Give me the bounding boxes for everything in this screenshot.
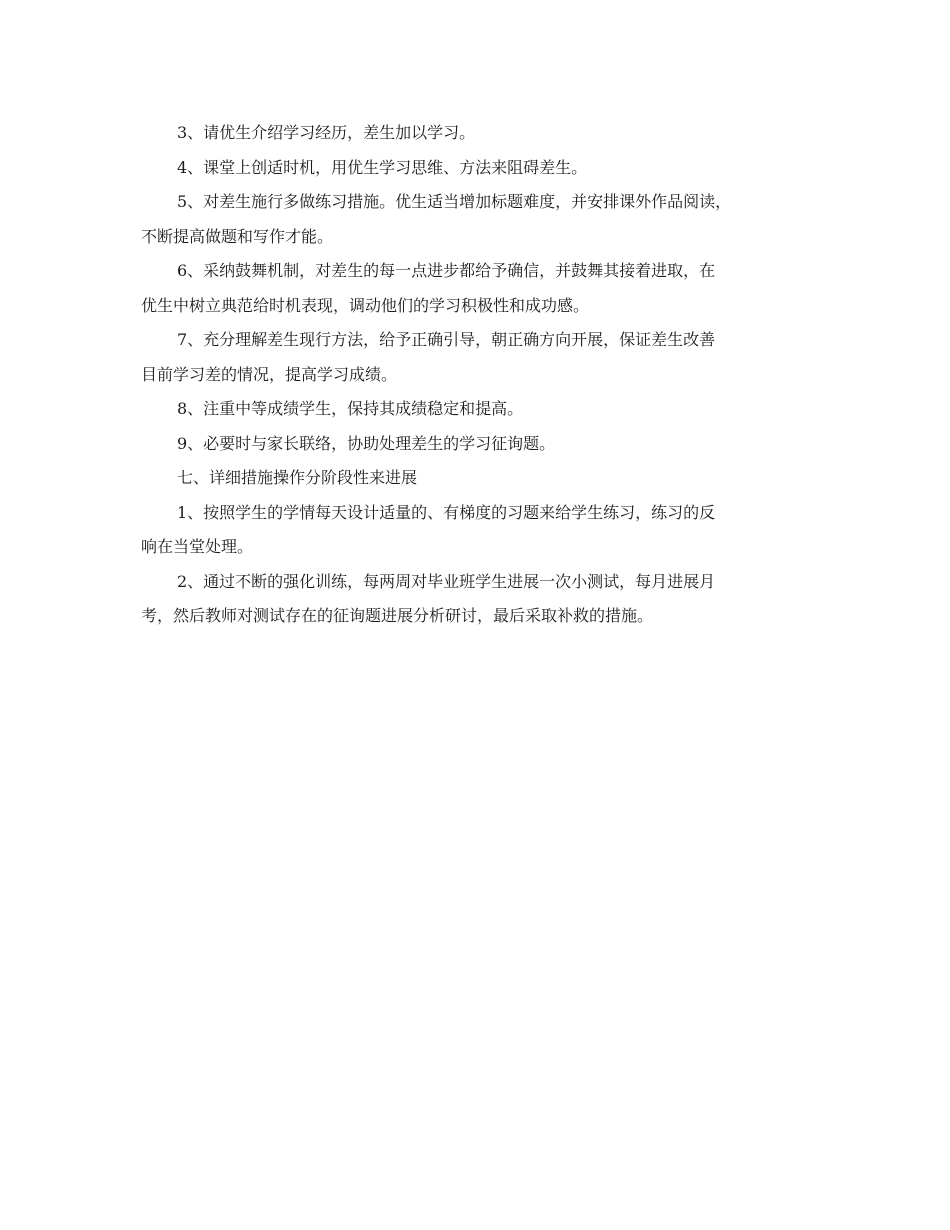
paragraph-line: 不断提高做题和写作才能。 bbox=[141, 226, 334, 246]
paragraph-6 bbox=[141, 254, 813, 323]
paragraph-8 bbox=[141, 392, 813, 427]
paragraph-line: 考，然后教师对测试存在的征询题进展分析研讨，最后采取补救的措施。 bbox=[141, 606, 654, 625]
paragraph-line: 2、通过不断的强化训练，每两周对毕业班学生进展一次小测试，每月进展月 bbox=[177, 571, 716, 591]
paragraph-step-2 bbox=[141, 565, 813, 634]
paragraph-4 bbox=[141, 151, 813, 186]
paragraph-line: 1、按照学生的学情每天设计适量的、有梯度的习题来给学生练习，练习的反 bbox=[177, 502, 716, 522]
section-heading: 七、详细措施操作分阶段性来进展 bbox=[177, 468, 418, 487]
paragraph-line: 3、请优生介绍学习经历，差生加以学习。 bbox=[177, 123, 476, 142]
paragraph-line: 9、必要时与家长联络，协助处理差生的学习征询题。 bbox=[177, 433, 556, 453]
paragraph-line: 7、充分理解差生现行方法，给予正确引导，朝正确方向开展，保证差生改善 bbox=[177, 330, 716, 349]
paragraph-line: 5、对差生施行多做练习措施。优生适当增加标题难度，并安排课外作品阅读， bbox=[177, 192, 732, 211]
paragraph-line: 6、采纳鼓舞机制，对差生的每一点进步都给予确信，并鼓舞其接着进取，在 bbox=[177, 261, 716, 280]
paragraph-line: 优生中树立典范给时机表现，调动他们的学习积极性和成功感。 bbox=[141, 295, 590, 315]
paragraph-line: 8、注重中等成绩学生，保持其成绩稳定和提高。 bbox=[177, 399, 524, 418]
paragraph-line: 响在当堂处理。 bbox=[141, 537, 254, 556]
paragraph-line: 目前学习差的情况，提高学习成绩。 bbox=[141, 364, 398, 384]
paragraph-7 bbox=[141, 323, 813, 392]
paragraph-step-1 bbox=[141, 496, 813, 565]
section-heading-7 bbox=[141, 461, 813, 496]
paragraph-9 bbox=[141, 427, 813, 462]
document-body bbox=[141, 116, 813, 634]
paragraph-line: 4、课堂上创适时机，用优生学习思维、方法来阻碍差生。 bbox=[177, 157, 588, 177]
paragraph-5 bbox=[141, 185, 813, 254]
paragraph-3 bbox=[141, 116, 813, 151]
